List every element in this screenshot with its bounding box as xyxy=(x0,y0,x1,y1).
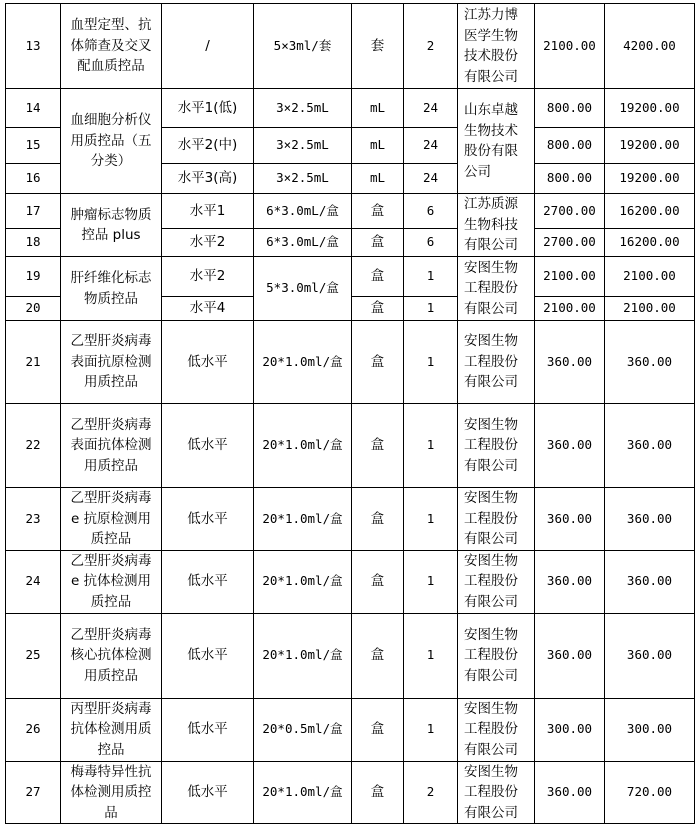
level: 水平2 xyxy=(162,257,254,297)
unit-price: 360.00 xyxy=(535,761,605,824)
spec: 20*1.0ml/盒 xyxy=(254,488,352,551)
unit: mL xyxy=(352,128,404,164)
quantity: 1 xyxy=(404,404,458,488)
unit: 盒 xyxy=(352,229,404,257)
spec: 20*1.0ml/盒 xyxy=(254,550,352,613)
unit: mL xyxy=(352,89,404,128)
row-number: 17 xyxy=(6,194,61,229)
table-row xyxy=(6,257,695,297)
vendor: 山东卓越生物技术股份有限公司 xyxy=(458,89,535,194)
unit-price: 300.00 xyxy=(535,698,605,761)
level: 水平2 xyxy=(162,229,254,257)
product-name: 肝纤维化标志物质控品 xyxy=(61,257,162,321)
level: 低水平 xyxy=(162,761,254,824)
row-number: 21 xyxy=(6,321,61,404)
vendor: 安图生物工程股份有限公司 xyxy=(458,321,535,404)
row-number: 16 xyxy=(6,164,61,194)
level: / xyxy=(162,4,254,89)
table-row xyxy=(6,488,695,551)
table-row xyxy=(6,613,695,698)
quantity: 24 xyxy=(404,128,458,164)
level: 低水平 xyxy=(162,550,254,613)
spec: 5*3.0ml/盒 xyxy=(254,257,352,321)
unit-price: 2100.00 xyxy=(535,257,605,297)
unit-price: 360.00 xyxy=(535,613,605,698)
vendor: 安图生物工程股份有限公司 xyxy=(458,761,535,824)
level: 水平2(中) xyxy=(162,128,254,164)
level: 低水平 xyxy=(162,404,254,488)
unit: 盒 xyxy=(352,297,404,321)
spec: 3×2.5mL xyxy=(254,89,352,128)
unit: 盒 xyxy=(352,257,404,297)
unit: 盒 xyxy=(352,488,404,551)
unit-price: 2100.00 xyxy=(535,4,605,89)
amount: 720.00 xyxy=(605,761,695,824)
row-number: 13 xyxy=(6,4,61,89)
level: 水平4 xyxy=(162,297,254,321)
product-name: 乙型肝炎病毒表面抗体检测用质控品 xyxy=(61,404,162,488)
vendor: 安图生物工程股份有限公司 xyxy=(458,404,535,488)
amount: 19200.00 xyxy=(605,164,695,194)
quantity: 1 xyxy=(404,257,458,297)
product-name: 梅毒特异性抗体检测用质控品 xyxy=(61,761,162,824)
vendor: 安图生物工程股份有限公司 xyxy=(458,698,535,761)
quantity: 2 xyxy=(404,4,458,89)
row-number: 27 xyxy=(6,761,61,824)
table-row xyxy=(6,761,695,824)
table-row xyxy=(6,550,695,613)
quantity: 1 xyxy=(404,321,458,404)
table-row xyxy=(6,194,695,229)
product-name: 乙型肝炎病毒 e 抗原检测用质控品 xyxy=(61,488,162,551)
unit-price: 800.00 xyxy=(535,128,605,164)
unit-price: 360.00 xyxy=(535,550,605,613)
vendor: 安图生物工程股份有限公司 xyxy=(458,257,535,321)
spec: 3×2.5mL xyxy=(254,164,352,194)
quantity: 6 xyxy=(404,229,458,257)
unit: 盒 xyxy=(352,321,404,404)
spec: 6*3.0mL/盒 xyxy=(254,194,352,229)
table-row xyxy=(6,404,695,488)
amount: 19200.00 xyxy=(605,89,695,128)
unit-price: 360.00 xyxy=(535,404,605,488)
amount: 4200.00 xyxy=(605,4,695,89)
level: 低水平 xyxy=(162,321,254,404)
unit: 套 xyxy=(352,4,404,89)
row-number: 18 xyxy=(6,229,61,257)
row-number: 15 xyxy=(6,128,61,164)
spec: 20*1.0ml/盒 xyxy=(254,321,352,404)
spec: 20*1.0ml/盒 xyxy=(254,613,352,698)
quantity: 1 xyxy=(404,550,458,613)
quantity: 24 xyxy=(404,164,458,194)
amount: 2100.00 xyxy=(605,297,695,321)
vendor: 安图生物工程股份有限公司 xyxy=(458,613,535,698)
level: 水平3(高) xyxy=(162,164,254,194)
unit: 盒 xyxy=(352,761,404,824)
table-row xyxy=(6,698,695,761)
quantity: 1 xyxy=(404,297,458,321)
quantity: 24 xyxy=(404,89,458,128)
row-number: 14 xyxy=(6,89,61,128)
quantity: 1 xyxy=(404,698,458,761)
unit-price: 800.00 xyxy=(535,164,605,194)
level: 低水平 xyxy=(162,698,254,761)
table-row xyxy=(6,89,695,128)
level: 水平1(低) xyxy=(162,89,254,128)
row-number: 25 xyxy=(6,613,61,698)
amount: 360.00 xyxy=(605,613,695,698)
amount: 16200.00 xyxy=(605,194,695,229)
spec: 3×2.5mL xyxy=(254,128,352,164)
row-number: 22 xyxy=(6,404,61,488)
spec: 20*1.0ml/盒 xyxy=(254,404,352,488)
unit: 盒 xyxy=(352,698,404,761)
row-number: 26 xyxy=(6,698,61,761)
amount: 360.00 xyxy=(605,404,695,488)
quantity: 6 xyxy=(404,194,458,229)
level: 水平1 xyxy=(162,194,254,229)
procurement-table xyxy=(5,3,695,824)
amount: 16200.00 xyxy=(605,229,695,257)
amount: 300.00 xyxy=(605,698,695,761)
product-name: 乙型肝炎病毒核心抗体检测用质控品 xyxy=(61,613,162,698)
row-number: 20 xyxy=(6,297,61,321)
unit-price: 800.00 xyxy=(535,89,605,128)
amount: 360.00 xyxy=(605,321,695,404)
quantity: 1 xyxy=(404,488,458,551)
unit: 盒 xyxy=(352,613,404,698)
product-name: 血细胞分析仪用质控品（五分类） xyxy=(61,89,162,194)
table-row xyxy=(6,321,695,404)
vendor: 江苏力博医学生物技术股份有限公司 xyxy=(458,4,535,89)
product-name: 乙型肝炎病毒表面抗原检测用质控品 xyxy=(61,321,162,404)
amount: 2100.00 xyxy=(605,257,695,297)
spec: 20*0.5ml/盒 xyxy=(254,698,352,761)
unit-price: 360.00 xyxy=(535,488,605,551)
vendor: 江苏质源生物科技有限公司 xyxy=(458,194,535,257)
unit: 盒 xyxy=(352,550,404,613)
row-number: 24 xyxy=(6,550,61,613)
level: 低水平 xyxy=(162,488,254,551)
amount: 19200.00 xyxy=(605,128,695,164)
spec: 5×3ml/套 xyxy=(254,4,352,89)
spec: 20*1.0ml/盒 xyxy=(254,761,352,824)
vendor: 安图生物工程股份有限公司 xyxy=(458,488,535,551)
quantity: 1 xyxy=(404,613,458,698)
product-name: 乙型肝炎病毒 e 抗体检测用质控品 xyxy=(61,550,162,613)
unit: 盒 xyxy=(352,194,404,229)
level: 低水平 xyxy=(162,613,254,698)
product-name: 丙型肝炎病毒抗体检测用质控品 xyxy=(61,698,162,761)
row-number: 19 xyxy=(6,257,61,297)
table-row xyxy=(6,4,695,89)
unit-price: 360.00 xyxy=(535,321,605,404)
product-name: 肿瘤标志物质控品 plus xyxy=(61,194,162,257)
row-number: 23 xyxy=(6,488,61,551)
spec: 6*3.0mL/盒 xyxy=(254,229,352,257)
vendor: 安图生物工程股份有限公司 xyxy=(458,550,535,613)
unit: mL xyxy=(352,164,404,194)
amount: 360.00 xyxy=(605,550,695,613)
unit: 盒 xyxy=(352,404,404,488)
unit-price: 2100.00 xyxy=(535,297,605,321)
product-name: 血型定型、抗体筛查及交叉配血质控品 xyxy=(61,4,162,89)
quantity: 2 xyxy=(404,761,458,824)
unit-price: 2700.00 xyxy=(535,194,605,229)
amount: 360.00 xyxy=(605,488,695,551)
unit-price: 2700.00 xyxy=(535,229,605,257)
